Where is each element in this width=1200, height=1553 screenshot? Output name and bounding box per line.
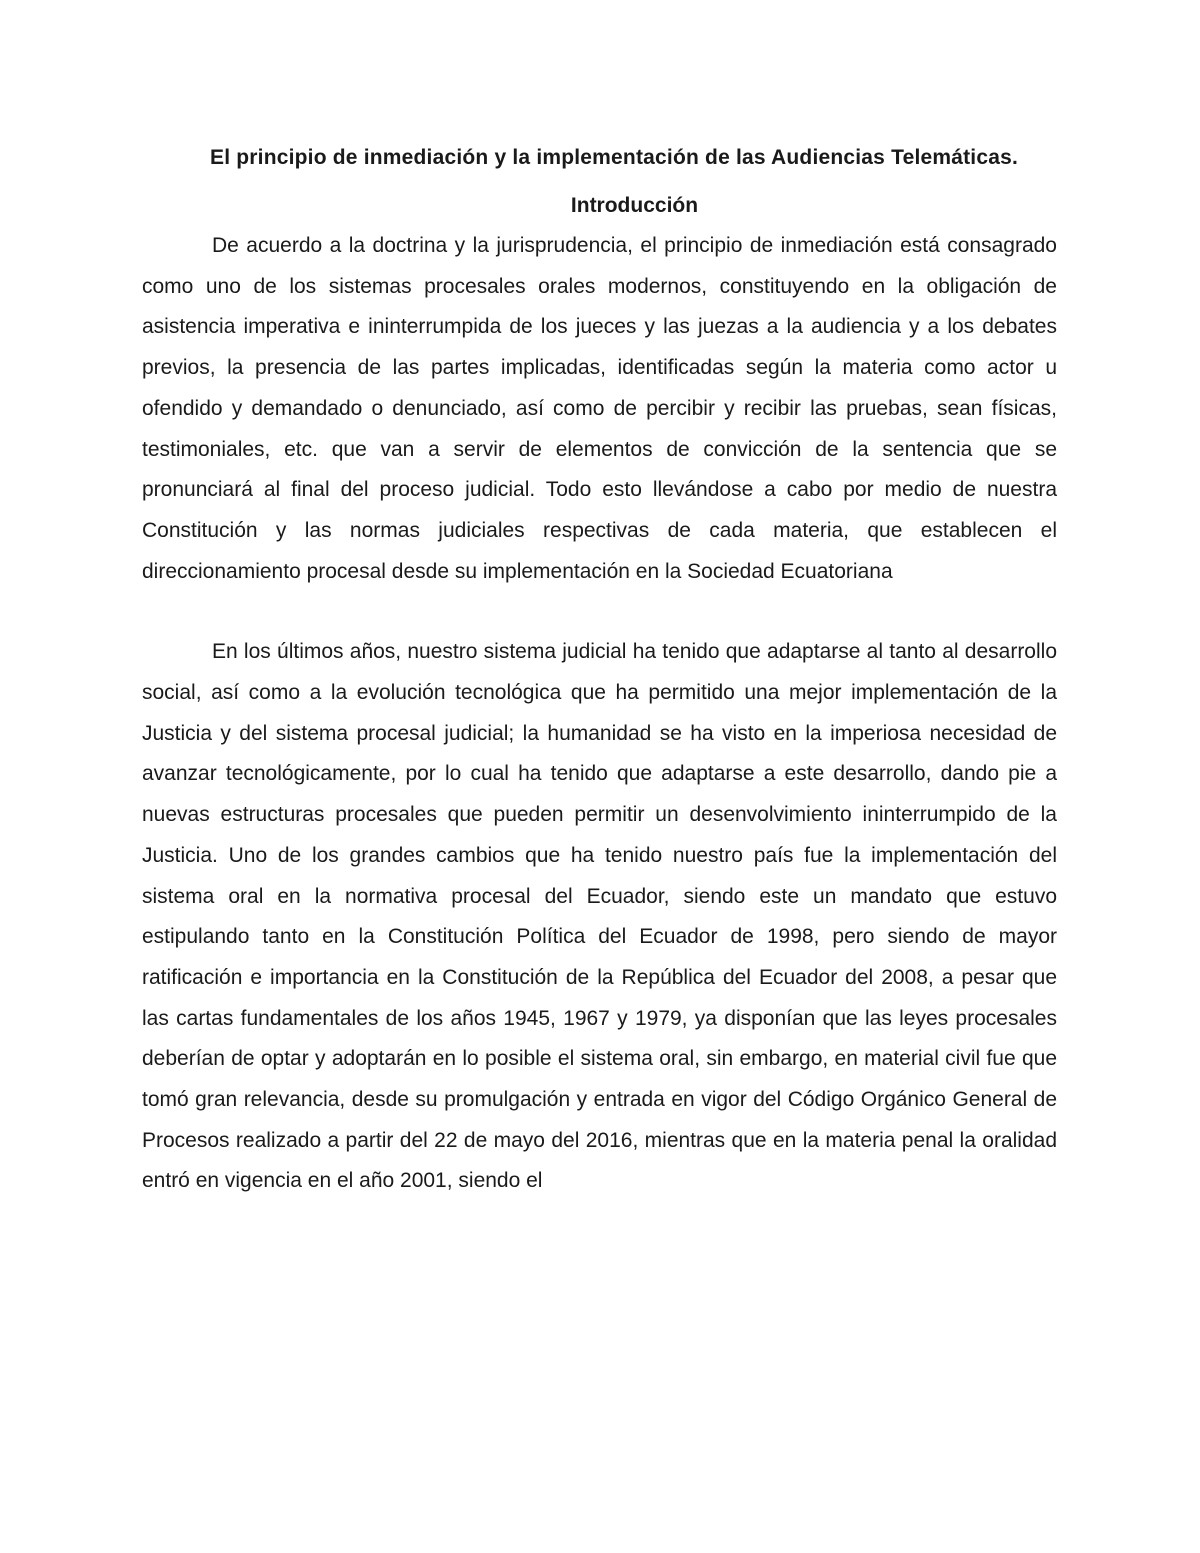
document-page bbox=[142, 133, 1057, 1202]
paragraph-spacer bbox=[142, 592, 1057, 632]
paragraph-2: En los últimos años, nuestro sistema judicial ha tenido que adaptarse al tanto al desarrollo social, así como a la evolución tecnológica que ha permitido una mejor implementación de la Justicia y del sistema procesal judicial; la humanidad se ha visto en la imperiosa necesidad de avanzar tecnológicamente, por lo cual ha tenido que adaptarse a este desarrollo, dando pie a nuevas estructuras procesales que pueden permitir un desenvolvimiento ininterrumpido de la Justicia. Uno de los grandes cambios que ha tenido nuestro país fue la implementación del sistema oral en la normativa procesal del Ecuador, siendo este un mandato que estuvo estipulando tanto en la Constitución Política del Ecuador de 1998, pero siendo de mayor ratificación e importancia en la Constitución de la República del Ecuador del 2008, a pesar que las cartas fundamentales de los años 1945, 1967 y 1979, ya disponían que las leyes procesales deberían de optar y adoptarán en lo posible el sistema oral, sin embargo, en material civil fue que tomó gran relevancia, desde su promulgación y entrada en vigor del Código Orgánico General de Procesos realizado a partir del 22 de mayo del 2016, mientras que en la materia penal la oralidad entró en vigencia en el año 2001, siendo el bbox=[142, 640, 1057, 1193]
section-heading: Introducción bbox=[570, 194, 699, 217]
document-title: El principio de inmediación y la implementación de las Audiencias Telemáticas. bbox=[210, 146, 1019, 169]
paragraph-1: De acuerdo a la doctrina y la jurisprudencia, el principio de inmediación está consagrado como uno de los sistemas procesales orales modernos, constituyendo en la obligación de asistencia imperativa e ininterrumpida de los jueces y las juezas a la audiencia y a los debates previos, la presencia de las partes implicadas, identificadas según la materia como actor u ofendido y demandado o denunciado, así como de percibir y recibir las pruebas, sean físicas, testimoniales, etc. que van a servir de elementos de convicción de la sentencia que se pronunciará al final del proceso judicial. Todo esto llevándose a cabo por medio de nuestra Constitución y las normas judiciales respectivas de cada materia, que establecen el direccionamiento procesal desde su implementación en la Sociedad Ecuatoriana bbox=[142, 234, 1057, 583]
